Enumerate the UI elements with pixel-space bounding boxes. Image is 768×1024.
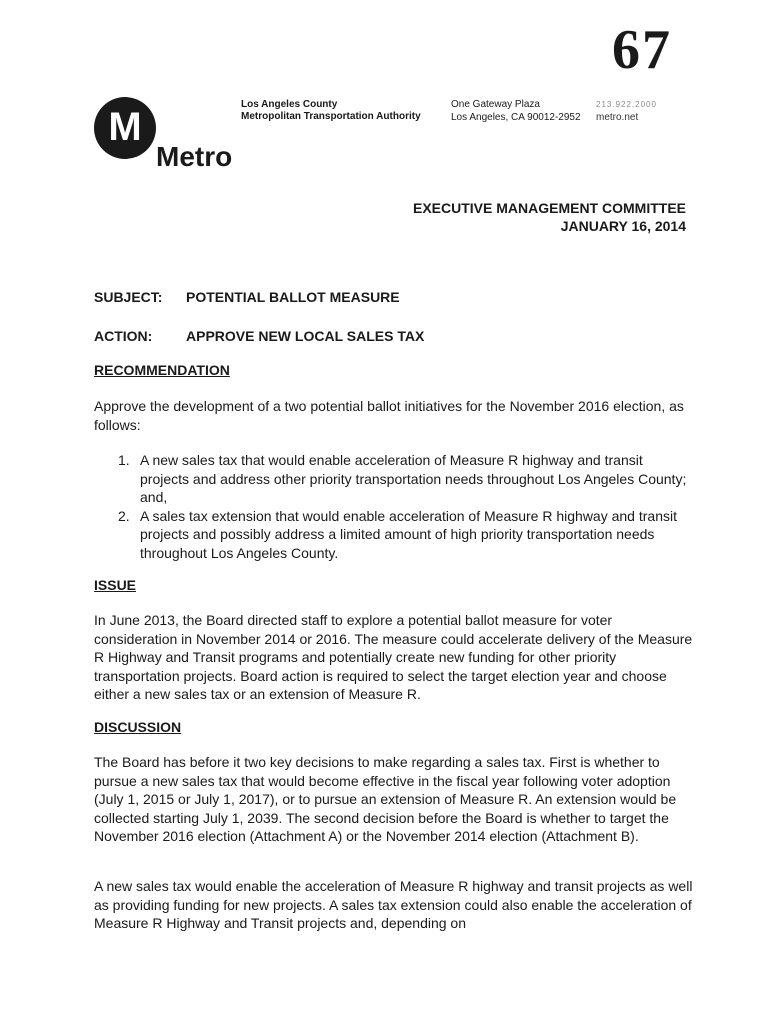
issue-text: In June 2013, the Board directed staff to explore a potential ballot measure for voter consideration in November 2014 or 2016. The measure could accelerate delivery of the Measure R Highway and Transit programs and potentially create new funding for other priority transportation projects. Board action is required to select the target election year and choose either a new sales tax or an extension of Measure R.: [94, 612, 693, 702]
meeting-date: JANUARY 16, 2014: [560, 218, 686, 234]
list-item-number: 2.: [118, 507, 130, 524]
phone-number: 213.922.2000: [596, 100, 657, 109]
action-row: [94, 328, 424, 344]
page-number: 67: [612, 19, 672, 81]
list-item-number: 1.: [118, 452, 130, 468]
address-line-2: Los Angeles, CA 90012-2952: [451, 112, 581, 123]
subject-label: SUBJECT:: [94, 289, 163, 305]
logo-wordmark: Metro: [156, 141, 233, 172]
list-item-text: A new sales tax that would enable acceleration of Measure R highway and transit projects and address other priority transportation needs throughout Los Angeles County; and,: [140, 452, 687, 505]
discussion-paragraph-1: The Board has before it two key decisions to make regarding a sales tax. First is whether to pursue a new sales tax that would become effective in the fiscal year following voter adoption (July 1, 2015 or July 1, 2017), or to pursue an extension of Measure R. An extension would be collected starting July 1, 2039. The second decision before the Board is whether to target the November 2016 election (Attachment A) or the November 2014 election (Attachment B).: [94, 754, 677, 844]
org-line-1: Los Angeles County: [241, 99, 338, 110]
list-item-text: A sales tax extension that would enable acceleration of Measure R highway and transit projects and possibly address a limited amount of high priority transportation needs throughout Los Angeles County.: [140, 507, 677, 561]
website-link[interactable]: metro.net: [596, 112, 639, 123]
address-block: [451, 98, 581, 124]
org-line-2: Metropolitan Transportation Authority: [241, 111, 421, 122]
website-block: [596, 98, 657, 124]
action-value: APPROVE NEW LOCAL SALES TAX: [186, 328, 425, 344]
issue-heading: ISSUE: [94, 577, 137, 593]
committee-block: [413, 199, 686, 235]
logo-letter: M: [108, 105, 142, 149]
recommendation-list: [118, 451, 688, 562]
recommendation-intro: Approve the development of a two potential ballot initiatives for the November 2016 election, as follows:: [94, 398, 684, 433]
subject-row: [94, 289, 400, 305]
list-item: [118, 451, 688, 507]
recommendation-heading: RECOMMENDATION: [94, 362, 230, 378]
action-label: ACTION:: [94, 328, 153, 344]
committee-name: EXECUTIVE MANAGEMENT COMMITTEE: [412, 200, 686, 216]
metro-logo: [94, 97, 156, 159]
organization-name: [241, 99, 421, 123]
subject-value: POTENTIAL BALLOT MEASURE: [186, 289, 400, 305]
discussion-heading: DISCUSSION: [94, 719, 182, 735]
discussion-paragraph-2: A new sales tax would enable the acceleration of Measure R highway and transit projects as well as providing funding for new projects. A sales tax extension could also enable the acceleration of Measure R Highway and Transit projects and, depending on: [94, 878, 693, 931]
list-item: [118, 507, 688, 563]
address-line-1: One Gateway Plaza: [451, 99, 540, 110]
